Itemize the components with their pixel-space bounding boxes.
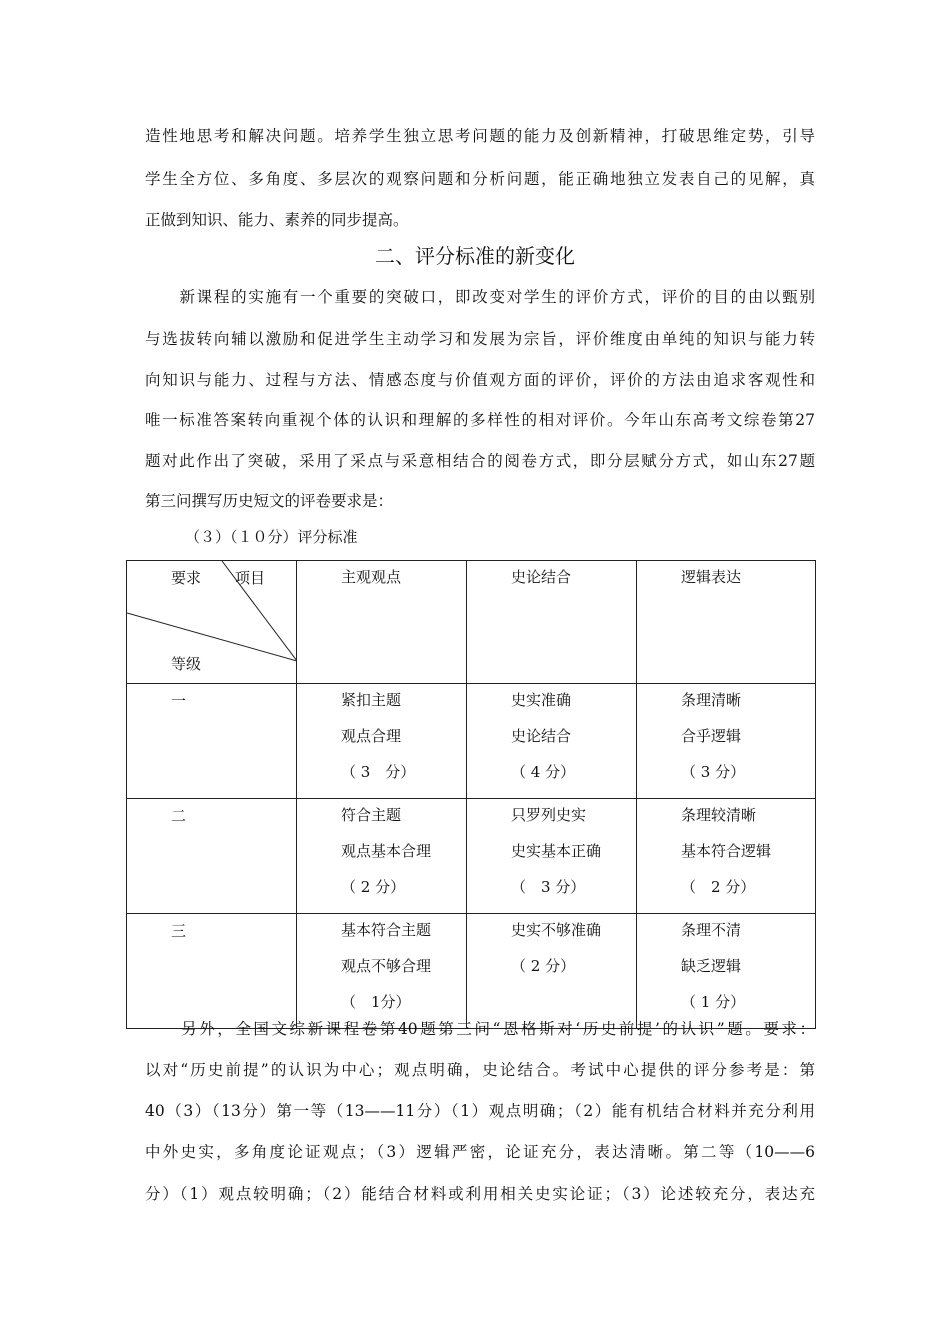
table-cell: 史实准确 史论结合 （ 4 分） <box>467 684 637 799</box>
table-cell: 基本符合主题 观点不够合理 （ 1分） <box>297 914 467 1029</box>
intro-line-2: 学生全方位、多角度、多层次的观察问题和分析问题，能正确地独立发表自己的见解，真 <box>145 170 815 188</box>
grading-table <box>126 560 816 1029</box>
intro-line-3: 正做到知识、能力、素养的同步提高。 <box>145 211 409 229</box>
table-header-row <box>127 561 816 684</box>
diagonal-lines <box>127 561 297 684</box>
grade-cell: 三 <box>127 914 297 1029</box>
grade-cell: 二 <box>127 799 297 914</box>
column-header: 史论结合 <box>467 561 637 684</box>
body-line-6: 第三问撰写历史短文的评卷要求是： <box>145 492 394 510</box>
after-line-2: 以对“历史前提”的认识为中心；观点明确，史论结合。考试中心提供的评分参考是：第 <box>145 1061 815 1079</box>
column-header: 逻辑表达 <box>637 561 816 684</box>
table-row <box>127 914 816 1029</box>
table-caption: （３）（１０分）评分标准 <box>185 528 358 546</box>
column-header: 主观观点 <box>297 561 467 684</box>
corner-item-label: 项目 <box>235 569 266 587</box>
body-line-2: 与选拔转向辅以激励和促进学生主动学习和发展为宗旨，评价维度由单纯的知识与能力转 <box>145 330 815 348</box>
table-row <box>127 799 816 914</box>
body-line-3: 向知识与能力、过程与方法、情感态度与价值观方面的评价，评价的方法由追求客观性和 <box>145 371 815 389</box>
body-line-1: 新课程的实施有一个重要的突破口，即改变对学生的评价方式，评价的目的由以甄别 <box>145 288 815 306</box>
table-cell: 条理清晰 合乎逻辑 （ 3 分） <box>637 684 816 799</box>
intro-line-1: 造性地思考和解决问题。培养学生独立思考问题的能力及创新精神，打破思维定势，引导 <box>145 127 815 145</box>
body-line-4: 唯一标准答案转向重视个体的认识和理解的多样性的相对评价。今年山东高考文综卷第27 <box>145 411 815 429</box>
after-line-4: 中外史实，多角度论证观点；（3）逻辑严密，论证充分，表达清晰。第二等（10——6 <box>145 1143 815 1161</box>
section-title: 二、评分标准的新变化 <box>375 244 575 268</box>
table-row <box>127 684 816 799</box>
table-cell: 只罗列史实 史实基本正确 （ 3 分） <box>467 799 637 914</box>
corner-requirement-label: 要求 <box>171 569 202 587</box>
table-cell: 条理不清 缺乏逻辑 （ 1 分） <box>637 914 816 1029</box>
body-line-5: 题对此作出了突破，采用了采点与采意相结合的阅卷方式，即分层赋分方式，如山东27题 <box>145 452 815 470</box>
after-line-1: 另外，全国文综新课程卷第40题第三问“恩格斯对‘历史前提’的认识”题。要求： <box>145 1020 815 1038</box>
table-cell: 史实不够准确 （ 2 分） <box>467 914 637 1029</box>
corner-grade-label: 等级 <box>171 655 202 673</box>
corner-cell <box>127 561 297 684</box>
table-cell: 条理较清晰 基本符合逻辑 （ 2 分） <box>637 799 816 914</box>
table-cell: 符合主题 观点基本合理 （ 2 分） <box>297 799 467 914</box>
after-line-3: 40（3）（13分）第一等（13——11分）（1）观点明确；（2）能有机结合材料并充分利用 <box>145 1102 815 1120</box>
grade-cell: 一 <box>127 684 297 799</box>
table-cell: 紧扣主题 观点合理 （ 3 分） <box>297 684 467 799</box>
after-line-5: 分）（1）观点较明确；（2）能结合材料或利用相关史实论证；（3）论述较充分，表达充 <box>145 1185 815 1203</box>
